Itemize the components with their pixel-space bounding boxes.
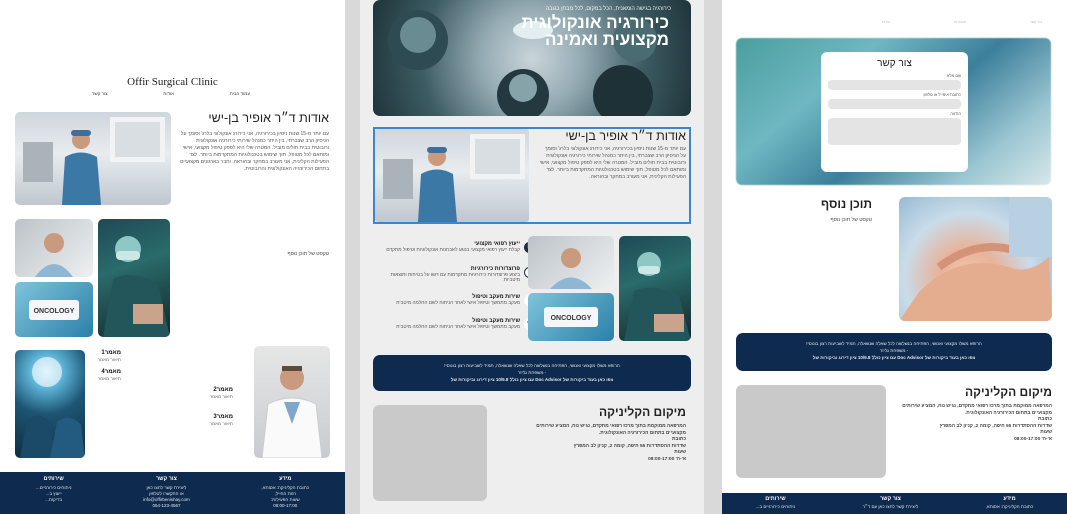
article-desc: תיאור מאמר xyxy=(97,357,121,362)
article-desc: תיאור מאמר xyxy=(209,421,233,426)
doctor-portrait-photo xyxy=(528,236,614,289)
footer-services: שירותים ניתוחים כירורגיים ב... xyxy=(755,496,796,509)
oncology-sign-photo xyxy=(528,293,614,341)
faded-nav: אודות מאמרים צור קשר xyxy=(882,20,1042,24)
name-input[interactable] xyxy=(828,80,961,90)
map-placeholder[interactable] xyxy=(373,405,487,501)
doctor-operating-room-photo xyxy=(15,112,171,205)
oncology-sign-photo xyxy=(15,282,93,337)
surgery-photo xyxy=(619,236,691,341)
article-card[interactable] xyxy=(210,387,233,399)
footer-contact: צור קשר ליצירת קשר לחצו כאן עם ד״ר xyxy=(862,496,919,509)
service-item[interactable]: שירות מעקב וטיפול מעקב מתמשך וטיפול אישי לאחר הניתוח לשם החלמה מיטבית xyxy=(380,294,520,306)
article-card[interactable] xyxy=(98,369,121,381)
nav-about[interactable]: אודות xyxy=(163,91,175,96)
article-desc: תיאור מאמר xyxy=(209,394,233,399)
testimonial-quote: הרופא משלו מקצועי ואנושי, הפתיחה בנשלשה לכל שאלה שנשאלה, תמיד לשביעות רצון בונוסי! xyxy=(444,363,620,368)
oncology-label: ONCOLOGY xyxy=(33,308,75,315)
article-card[interactable] xyxy=(210,414,233,426)
name-label: שם מלא xyxy=(946,73,961,78)
surgery-lights-photo xyxy=(15,350,85,458)
more-content-body: טקסט של תוכן נוסף xyxy=(830,217,872,223)
main-nav xyxy=(92,91,250,96)
site-logo[interactable]: Offir Surgical Clinic xyxy=(127,76,218,88)
testimonial-author: - משפחת גליזר xyxy=(879,348,909,353)
map-placeholder[interactable] xyxy=(736,385,886,478)
service-item[interactable]: שירות מעקב וטיפול מעקב מתמשך וטיפול אישי לאחר הניתוח לשם החלמה מיטבית xyxy=(380,318,520,330)
footer-email-link[interactable]: info@offirbenishay.com xyxy=(143,497,190,502)
reviews-link[interactable]: צפו כאן בעוד ביקורות של Doc Advisor עם ציון כולל 10/9.8 ציון דירוג וביקורות של xyxy=(450,377,614,382)
site-footer xyxy=(0,472,345,514)
nav-contact[interactable]: צור קשר xyxy=(92,91,108,96)
article-title: מאמר4 xyxy=(101,369,121,375)
article-title: מאמר3 xyxy=(213,414,233,420)
about-body: עם יותר מ-15 שנות ניסיון בכירורגיה, אני כירורג אונקולוגי בלרג' וסומך על הניסיון הרב שצברתי, בין היתר כמנהל שירותי כירורגיה אונקולוגית ורובוטית בבית חולים מוביל. המטרה שלי היא לספק טיפול מקצועי, אישי ומותאם לכל מטופל, תוך שימוש בטכנולוגיות המתקדמות ביותר. לצד הפעילות הקלינית, אני מעורב במחקר ובהוראה, וחבר בארגונים מקצועיים בתחום הכירורגיה האונקולוגית והרובוטית. xyxy=(180,131,329,172)
page-preview-contact xyxy=(722,0,1067,514)
surgery-photo xyxy=(98,219,170,337)
location-title: מיקום הקליניקה xyxy=(965,385,1052,399)
reviews-link[interactable]: צפו כאן בעוד ביקורות של Doc Advisor עם ציון כולל 10/9.8 ציון דירוג וביקורות של xyxy=(812,355,976,360)
about-body: עם יותר מ-15 שנות ניסיון בכירורגיה, אני כירורג אונקולוגי בלרג' וסומך על הניסיון הרב שצברתי, בין היתר כמנהל שירותי כירורגיה אונקולוגית ורובוטית בבית חולים מוביל. המטרה שלי היא לספק טיפול מקצועי, אישי ומותאם לכל מטופל, תוך שימוש בטכנולוגיות המתקדמות ביותר. לצד הפעילות הקלינית, אני מעורב במחקר ובהוראה. xyxy=(539,146,686,180)
article-desc: תיאור מאמר xyxy=(97,376,121,381)
doctor-portrait-photo xyxy=(15,219,93,277)
footer-services: שירותים ניתוחים כירורגיים... ייעוץ ב... בדיקות... xyxy=(35,476,72,502)
more-content-title: תוכן נוסף xyxy=(821,197,872,211)
extra-content-text: טקסט של תוכן נוסף xyxy=(287,251,329,257)
nav-home[interactable]: עמוד הבית xyxy=(229,91,250,96)
holding-hands-photo xyxy=(899,197,1052,321)
about-title: אודות ד״ר אופיר בן-ישי xyxy=(565,129,686,143)
about-title: אודות ד״ר אופיר בן-ישי xyxy=(208,111,329,125)
oncology-label: ONCOLOGY xyxy=(550,315,592,322)
testimonial-banner xyxy=(373,355,691,391)
footer-contact: צור קשר ליצירת קשר לחצו כאן או התקשרו לטלפון info@offirbenishay.com 054-123-4567 xyxy=(143,476,190,508)
page-preview-redesign xyxy=(360,0,704,514)
footer-info: מידע כתובת הקליניקה: אסותא, רמת החייל, שעות הפעילות: 08:00-17:00 xyxy=(261,476,310,508)
hero-tagline: כירורגיה בגישה הומאנית, הכל במקום, לכל מבחן בגובה xyxy=(545,6,671,12)
email-input[interactable] xyxy=(828,99,961,109)
testimonial-quote: הרופא משלו מקצועי ואנושי, הפתיחה בנשלשה לכל שאלה שנשאלה, תמיד לשביעות רצון בונוסי! xyxy=(806,341,982,346)
article-card[interactable] xyxy=(98,350,121,362)
footer-info: מידע כתובת הקליניקה: אסותא, xyxy=(985,496,1034,509)
message-textarea[interactable] xyxy=(828,118,961,145)
contact-form-title: צור קשר xyxy=(877,58,912,69)
article-title: מאמר2 xyxy=(213,387,233,393)
page-preview-desktop xyxy=(0,0,345,514)
footer-phone[interactable]: 054-123-4567 xyxy=(152,503,181,508)
service-item[interactable]: פרוצדורות כירורגיות ביצוע פרוצדורות כירורגיות מתקדמות עם דגש על בטיחות ותוצאות מיטביות xyxy=(380,266,520,283)
contact-form xyxy=(821,52,968,172)
hero-banner xyxy=(373,0,691,116)
location-details: המרפאה ממוקמת בתוך מרכז רפואי מתקדם, נגיש נוח, המציע שירותים מקצועיים בתחום הכירורגיה האונקולוגית. כתובת שדרות ההסתדרות 55 חיפה, קומה 2, קניון לב המפרץ שעות א'-ה' 08:00-17:00 xyxy=(902,404,1052,442)
site-footer xyxy=(722,493,1067,514)
email-label: כתובת אימייל או טלפון xyxy=(923,92,961,97)
testimonial-author: - משפחת גליזר xyxy=(517,370,547,375)
message-label: הודעה xyxy=(950,111,961,116)
hero-title: כירורגיה אונקולוגית מקצועית ואמינה xyxy=(521,13,669,49)
testimonial-banner xyxy=(736,333,1052,371)
service-item[interactable]: ייעוץ רפואי מקצועי קבלת ייעוץ רפואי מקצועי בנוגע לאבחנות אונקולוגיות וטיפול מתקדם xyxy=(380,241,520,253)
doctor-labcoat-photo xyxy=(254,346,330,458)
doctor-operating-room-photo xyxy=(375,129,529,222)
article-title: מאמר1 xyxy=(101,350,121,356)
location-details: המרפאה ממוקמת בתוך מרכז רפואי מתקדם, נגיש נוח, המציע שירותים מקצועיים בתחום הכירורגיה האונקולוגית. כתובת שדרות ההסתדרות 55 חיפה, קומה 2, קניון לב המפרץ שעות א'-ה' 08:00-17:00 xyxy=(536,424,686,462)
location-title: מיקום הקליניקה xyxy=(599,405,686,419)
